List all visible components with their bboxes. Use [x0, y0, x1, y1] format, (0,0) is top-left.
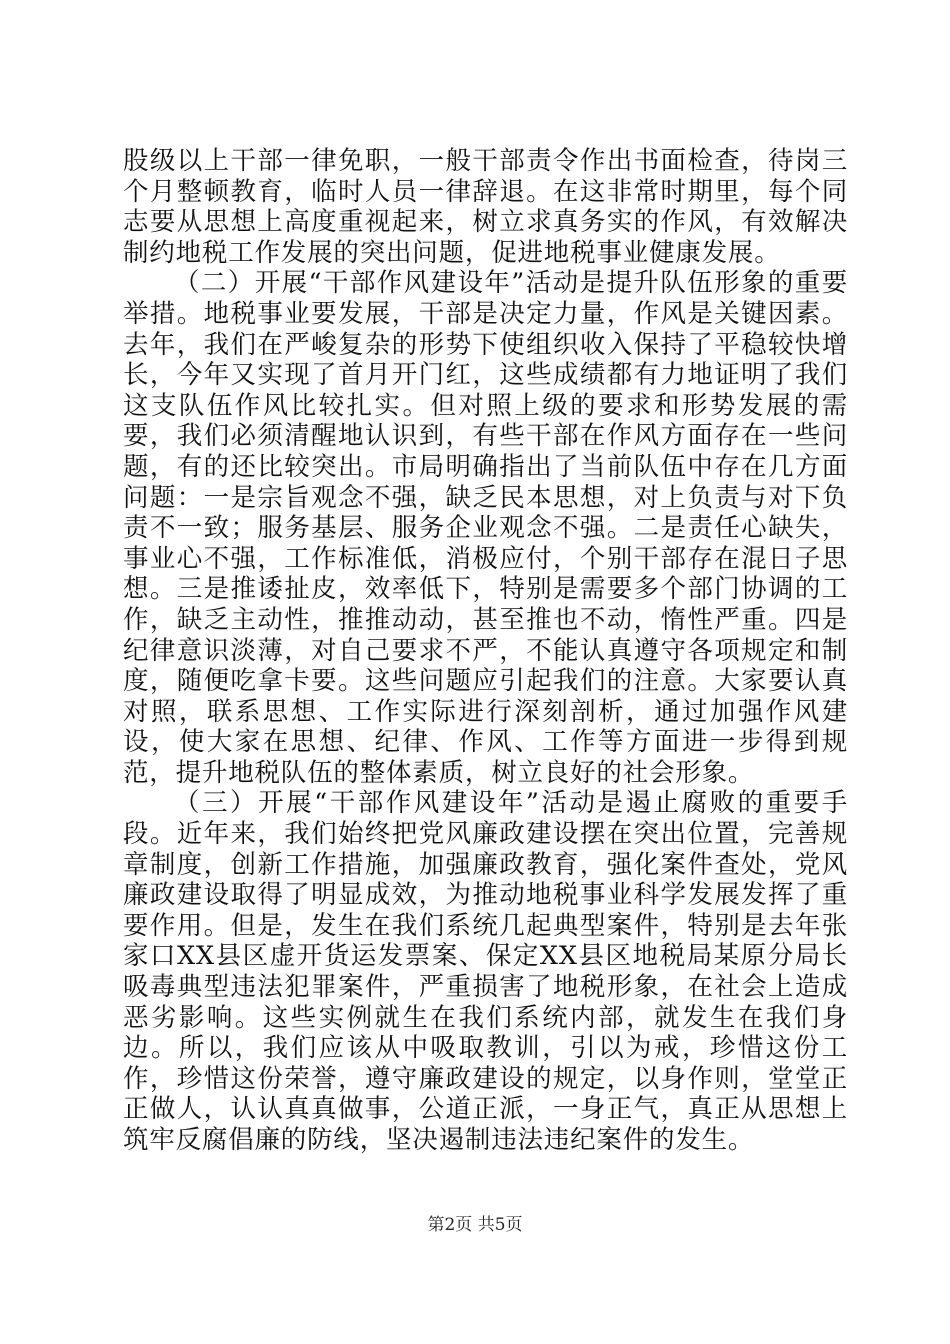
paragraph-section-two: （二）开展“干部作风建设年”活动是提升队伍形象的重要举措。地税事业要发展，干部是决定力量，作风是关键因素。去年，我们在严峻复杂的形势下使组织收入保持了平稳较快增长，今年又实现了首月开门红，这些成绩都有力地证明了我们这支队伍作风比较扎实。但对照上级的要求和形势发展的需要，我们必须清醒地认识到，有些干部在作风方面存在一些问题，有的还比较突出。市局明确指出了当前队伍中存在几方面问题：一是宗旨观念不强，缺乏民本思想，对上负责与对下负责不一致；服务基层、服务企业观念不强。二是责任心缺失，事业心不强，工作标准低，消极应付，个别干部存在混日子思想。三是推诿扯皮，效率低下，特别是需要多个部门协调的工作，缺乏主动性，推推动动，甚至推也不动，惰性严重。四是纪律意识淡薄，对自己要求不严，不能认真遵守各项规定和制度，随便吃拿卡要。这些问题应引起我们的注意。大家要认真对照，联系思想、工作实际进行深刻剖析，通过加强作风建设，使大家在思想、纪律、作风、工作等方面进一步得到规范，提升地税队伍的整体素质，树立良好的社会形象。 [123, 268, 848, 788]
page-number-footer: 第2页 共5页 [427, 1215, 523, 1235]
paragraph-continuation: 股级以上干部一律免职，一般干部责令作出书面检查，待岗三个月整顿教育，临时人员一律辞退。在这非常时期里，每个同志要从思想上高度重视起来，树立求真务实的作风，有效解决制约地税工作发展的突出问题，促进地税事业健康发展。 [123, 146, 848, 268]
paragraph-section-three: （三）开展“干部作风建设年”活动是遏止腐败的重要手段。近年来，我们始终把党风廉政建设摆在突出位置，完善规章制度，创新工作措施，加强廉政教育，强化案件查处，党风廉政建设取得了明显成效，为推动地税事业科学发展发挥了重要作用。但是，发生在我们系统几起典型案件，特别是去年张家口XX县区虚开货运发票案、保定XX县区地税局某原分局长吸毒典型违法犯罪案件，严重损害了地税形象，在社会上造成恶劣影响。这些实例就生在我们系统内部，就发生在我们身边。所以，我们应该从中吸取教训，引以为戒，珍惜这份工作，珍惜这份荣誉，遵守廉政建设的规定，以身作则，堂堂正正做人，认认真真做事，公道正派，一身正气，真正从思想上筑牢反腐倡廉的防线，坚决遏制违法违纪案件的发生。 [123, 788, 848, 1155]
document-body [123, 146, 848, 1156]
